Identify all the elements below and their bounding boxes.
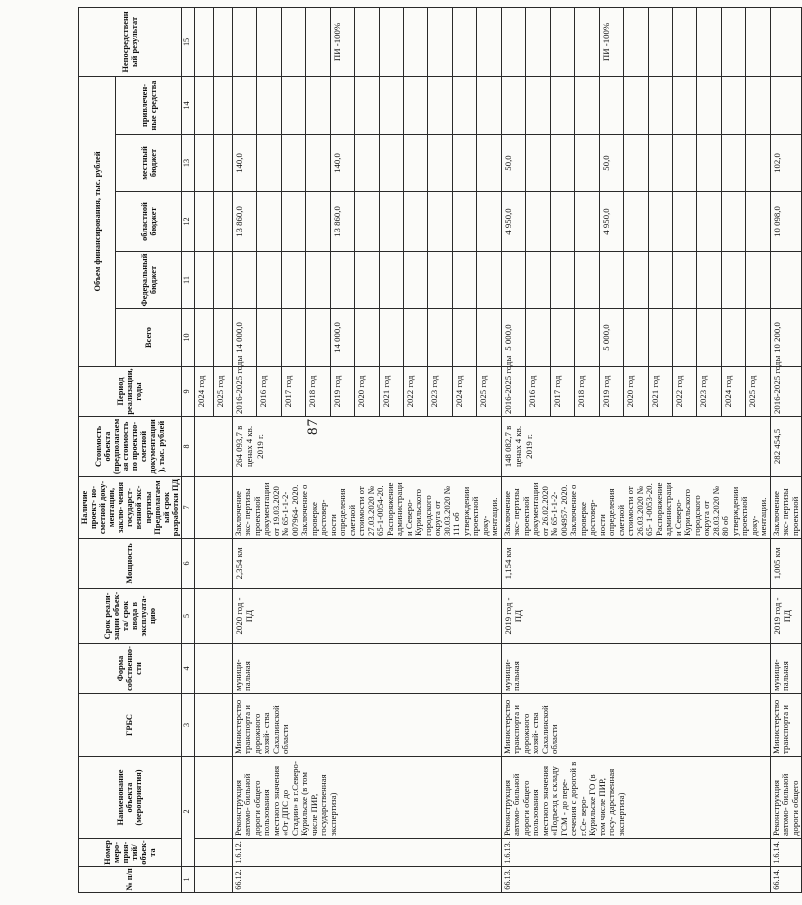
capacity: 1,005 км (770, 539, 802, 589)
implementation-period: 2023 год (428, 367, 452, 417)
column-index-7: 7 (181, 477, 194, 539)
funding-total (281, 309, 305, 367)
implementation-period: 2023 год (697, 367, 721, 417)
funding-local (257, 135, 281, 192)
object-cost: 282 454,5 (770, 417, 802, 477)
funding-local (379, 135, 403, 192)
column-index-5: 5 (181, 589, 194, 644)
funding-extra (306, 76, 330, 134)
funding-local (281, 135, 305, 192)
implementation-period: 2016-2025 годы (501, 367, 525, 417)
column-index-3: 3 (181, 694, 194, 757)
funding-regional: 13 860,0 (330, 192, 354, 252)
object-cost (194, 417, 232, 477)
page-number: 87 (305, 418, 321, 435)
funding-regional (697, 192, 721, 252)
column-index-4: 4 (181, 644, 194, 694)
measure-number: 1.6.14. (770, 839, 802, 867)
funding-regional (477, 192, 501, 252)
header-cost: Стоимость объекта (предполагаемая стоимость по проектно- сметной документации), тыс. рублей (79, 417, 182, 477)
funding-local (526, 135, 550, 192)
grbs-name (194, 694, 232, 757)
header-regional: областной бюджет (116, 192, 181, 252)
funding-extra (213, 76, 232, 134)
column-index-12: 12 (181, 192, 194, 252)
object-cost: 148 082,7 в ценах 4 кв. 2019 г. (501, 417, 770, 477)
funding-total (624, 309, 648, 367)
funding-total (194, 309, 213, 367)
funding-local (624, 135, 648, 192)
direct-result (673, 7, 697, 76)
funding-regional (673, 192, 697, 252)
document-table (78, 7, 802, 893)
object-number: 66.14. (770, 867, 802, 893)
funding-extra (355, 76, 379, 134)
funding-federal (575, 252, 599, 309)
direct-result (213, 7, 232, 76)
funding-extra (746, 76, 770, 134)
funding-total (428, 309, 452, 367)
header-documentation: Наличие проект- но-сметной доку- ментации, заклю- чения государст- венной экс- пертизы Предполагаемый срок разработки ПД (79, 477, 182, 539)
funding-federal (746, 252, 770, 309)
funding-local (746, 135, 770, 192)
implementation-period: 2017 год (550, 367, 574, 417)
object-name: Реконструкция автомо- бильной дороги общего пользования местного значения «Подъезд к складу ГСМ - до пере- сечения с дорогой в г.Се- веро-Курильске ГО (в том числе ПИР, госу- дарственная экспертиза) (501, 757, 770, 839)
funding-regional (306, 192, 330, 252)
funding-extra (721, 76, 745, 134)
funding-extra (404, 76, 428, 134)
ownership-form: муници- пальная (501, 644, 770, 694)
implementation-period: 2021 год (379, 367, 403, 417)
implementation-term: 2020 год - ПД (232, 589, 501, 644)
funding-federal (306, 252, 330, 309)
header-federal: Федеральный бюджет (116, 252, 181, 309)
funding-federal (770, 252, 802, 309)
object-name (194, 757, 232, 839)
direct-result (281, 7, 305, 76)
implementation-period: 2018 год (306, 367, 330, 417)
ownership-form: муници- пальная (770, 644, 802, 694)
ownership-form: муници- пальная (232, 644, 501, 694)
direct-result (526, 7, 550, 76)
direct-result (452, 7, 476, 76)
object-number: 66.13. (501, 867, 770, 893)
implementation-period: 2025 год (746, 367, 770, 417)
funding-total (404, 309, 428, 367)
object-name: Реконструкция автомо- бильной дороги общего (770, 757, 802, 839)
funding-extra (281, 76, 305, 134)
direct-result (232, 7, 256, 76)
funding-extra (194, 76, 213, 134)
funding-local (721, 135, 745, 192)
funding-total (550, 309, 574, 367)
implementation-period: 2025 год (213, 367, 232, 417)
funding-extra (697, 76, 721, 134)
funding-total (697, 309, 721, 367)
table-row (501, 7, 525, 892)
funding-total (306, 309, 330, 367)
funding-federal (404, 252, 428, 309)
documentation: Заключение экс- пертизы проектной документации от 26.02.2020 № 65-1-1-2-004957- 2020. Заключение о проверке достовер- ности определения сметной стоимости от 26.03.2020 № 65- 1-0053-20. Распоряжение администрации Северо- Курильского городского округа от 28.03.2020 № 80 об утверждении проектной доку- ментации. (501, 477, 770, 539)
funding-local: 140,0 (232, 135, 256, 192)
funding-regional (281, 192, 305, 252)
funding-local: 50,0 (599, 135, 623, 192)
direct-result (194, 7, 213, 76)
header-number: № п/п (79, 867, 182, 893)
implementation-term: 2019 год - ПД (770, 589, 802, 644)
implementation-period: 2025 год (477, 367, 501, 417)
funding-total (746, 309, 770, 367)
column-index-2: 2 (181, 757, 194, 867)
funding-regional (575, 192, 599, 252)
funding-local (697, 135, 721, 192)
documentation: Заключение экс- пертизы проектной (770, 477, 802, 539)
column-index-13: 13 (181, 135, 194, 192)
direct-result (721, 7, 745, 76)
measure-number (194, 839, 232, 867)
funding-federal (379, 252, 403, 309)
funding-regional: 10 098,0 (770, 192, 802, 252)
funding-extra (257, 76, 281, 134)
funding-extra (477, 76, 501, 134)
direct-result (379, 7, 403, 76)
direct-result (501, 7, 525, 76)
funding-federal (257, 252, 281, 309)
funding-local: 102,0 (770, 135, 802, 192)
documentation: Заключение экс- пертизы проектной документации от 19.03.2020 № 65-1-1-2-007964- 2020. Заключение о проверке достовер- ности определения сметной стоимости от 27.03.2020 № 65-1-0054-20. Распоряжение администрации Северо- Курильского городского округа от 30.03.2020 № 111 об утверждении проектной доку- ментации. (232, 477, 501, 539)
funding-federal (550, 252, 574, 309)
funding-local: 140,0 (330, 135, 354, 192)
implementation-period: 2017 год (281, 367, 305, 417)
funding-total: 14 000,0 (330, 309, 354, 367)
object-cost: 264 093,7 в ценах 4 кв. 2019 г. (232, 417, 501, 477)
direct-result (477, 7, 501, 76)
column-index-8: 8 (181, 417, 194, 477)
header-local: местный бюджет (116, 135, 181, 192)
column-index-row (181, 7, 194, 892)
funding-extra (624, 76, 648, 134)
implementation-period: 2018 год (575, 367, 599, 417)
funding-regional (404, 192, 428, 252)
funding-federal (213, 252, 232, 309)
funding-federal (648, 252, 672, 309)
funding-regional (648, 192, 672, 252)
funding-federal (697, 252, 721, 309)
funding-extra (526, 76, 550, 134)
funding-total (257, 309, 281, 367)
funding-local (575, 135, 599, 192)
funding-regional (194, 192, 213, 252)
header-name: Наименование объекта (мероприятия) (79, 757, 182, 839)
funding-extra (550, 76, 574, 134)
direct-result (404, 7, 428, 76)
funding-federal (624, 252, 648, 309)
implementation-period: 2020 год (624, 367, 648, 417)
funding-local: 50,0 (501, 135, 525, 192)
direct-result (355, 7, 379, 76)
funding-extra (599, 76, 623, 134)
capacity: 2,354 км (232, 539, 501, 589)
column-index-1: 1 (181, 867, 194, 893)
funding-regional (721, 192, 745, 252)
funding-extra (575, 76, 599, 134)
funding-total (673, 309, 697, 367)
implementation-term (194, 589, 232, 644)
funding-extra (648, 76, 672, 134)
funding-total (355, 309, 379, 367)
implementation-period: 2019 год (330, 367, 354, 417)
funding-regional (257, 192, 281, 252)
implementation-period: 2024 год (452, 367, 476, 417)
funding-local (355, 135, 379, 192)
ownership-form (194, 644, 232, 694)
funding-federal (330, 252, 354, 309)
funding-regional (550, 192, 574, 252)
implementation-period: 2021 год (648, 367, 672, 417)
direct-result (746, 7, 770, 76)
funding-total (379, 309, 403, 367)
funding-local (648, 135, 672, 192)
funding-local (404, 135, 428, 192)
funding-total: 5 000,0 (599, 309, 623, 367)
direct-result (306, 7, 330, 76)
direct-result (697, 7, 721, 76)
implementation-period: 2024 год (721, 367, 745, 417)
header-ownership: Форма собственно- сти (79, 644, 182, 694)
funding-federal (452, 252, 476, 309)
direct-result: ПИ -100% (330, 7, 354, 76)
direct-result (770, 7, 802, 76)
header-result: Непосредственный результат (79, 7, 182, 76)
funding-regional: 13 860,0 (232, 192, 256, 252)
funding-extra (673, 76, 697, 134)
funding-regional (428, 192, 452, 252)
header-measure-number: Номер меро- прия- тий/ объек- та (79, 839, 182, 867)
column-index-6: 6 (181, 539, 194, 589)
documentation (194, 477, 232, 539)
funding-total: 10 200,0 (770, 309, 802, 367)
funding-federal (355, 252, 379, 309)
funding-regional (379, 192, 403, 252)
funding-total (526, 309, 550, 367)
implementation-period: 2016 год (257, 367, 281, 417)
funding-extra (330, 76, 354, 134)
implementation-period: 2022 год (404, 367, 428, 417)
implementation-period: 2016-2025 годы (232, 367, 256, 417)
header-period: Период реализации, годы (79, 367, 182, 417)
funding-local (213, 135, 232, 192)
funding-extra (501, 76, 525, 134)
funding-regional: 4 950,0 (501, 192, 525, 252)
table-row (232, 7, 256, 892)
funding-total (477, 309, 501, 367)
direct-result (648, 7, 672, 76)
funding-regional (355, 192, 379, 252)
implementation-period: 2024 год (194, 367, 213, 417)
funding-extra (770, 76, 802, 134)
column-index-10: 10 (181, 309, 194, 367)
funding-federal (194, 252, 213, 309)
funding-local (673, 135, 697, 192)
funding-federal (428, 252, 452, 309)
header-funding-group: Объем финансирования, тыс. рублей (79, 76, 116, 366)
implementation-period: 2020 год (355, 367, 379, 417)
direct-result (550, 7, 574, 76)
funding-total (575, 309, 599, 367)
object-number (194, 867, 232, 893)
direct-result: ПИ -100% (599, 7, 623, 76)
table-row (770, 7, 802, 892)
table-row (194, 7, 213, 892)
object-number: 66.12. (232, 867, 501, 893)
header-grbs: ГРБС (79, 694, 182, 757)
funding-federal (281, 252, 305, 309)
funding-total: 14 000,0 (232, 309, 256, 367)
header-capacity: Мощность (79, 539, 182, 589)
funding-extra (452, 76, 476, 134)
funding-regional (452, 192, 476, 252)
funding-federal (526, 252, 550, 309)
funding-total (648, 309, 672, 367)
funding-regional: 4 950,0 (599, 192, 623, 252)
direct-result (624, 7, 648, 76)
object-name: Реконструкция автомо- бильной дороги общего пользования местного значения «От ДПС до Стадии» в г.Северо- Курильске (в том числе ПИР, государственная экспертиза) (232, 757, 501, 839)
funding-extra (379, 76, 403, 134)
column-index-15: 15 (181, 7, 194, 76)
funding-federal (599, 252, 623, 309)
funding-local (428, 135, 452, 192)
funding-local (452, 135, 476, 192)
grbs-name: Министерство транспорта и дорожного хозяй- ства Сахалинской области (232, 694, 501, 757)
funding-total: 5 000,0 (501, 309, 525, 367)
funding-federal (232, 252, 256, 309)
column-index-9: 9 (181, 367, 194, 417)
funding-extra (232, 76, 256, 134)
capacity: 1,154 км (501, 539, 770, 589)
funding-federal (721, 252, 745, 309)
funding-federal (501, 252, 525, 309)
column-index-14: 14 (181, 76, 194, 134)
header-implementation-term: Срок реали- зации объек- та/ срок ввода в эксплуата- цию (79, 589, 182, 644)
funding-regional (213, 192, 232, 252)
implementation-period: 2022 год (673, 367, 697, 417)
implementation-period: 2016 год (526, 367, 550, 417)
funding-local (477, 135, 501, 192)
funding-federal (477, 252, 501, 309)
implementation-period: 2016-2025 годы (770, 367, 802, 417)
header-extra: привлечен- ные средства (116, 76, 181, 134)
funding-extra (428, 76, 452, 134)
column-index-11: 11 (181, 252, 194, 309)
funding-regional (624, 192, 648, 252)
grbs-name: Министерство транспорта и дорожного хозяй- ства Сахалинской области (501, 694, 770, 757)
funding-federal (673, 252, 697, 309)
funding-total (721, 309, 745, 367)
funding-local (194, 135, 213, 192)
funding-regional (746, 192, 770, 252)
direct-result (428, 7, 452, 76)
grbs-name: Министерство транспорта и (770, 694, 802, 757)
funding-total (213, 309, 232, 367)
capacity (194, 539, 232, 589)
funding-local (550, 135, 574, 192)
funding-local (306, 135, 330, 192)
direct-result (257, 7, 281, 76)
measure-number: 1.6.12. (232, 839, 501, 867)
funding-total (452, 309, 476, 367)
implementation-period: 2019 год (599, 367, 623, 417)
rotated-table-container (78, 8, 800, 893)
implementation-term: 2019 год - ПД (501, 589, 770, 644)
funding-regional (526, 192, 550, 252)
table-body (194, 7, 802, 892)
measure-number: 1.6.13. (501, 839, 770, 867)
header-total: Всего (116, 309, 181, 367)
direct-result (575, 7, 599, 76)
